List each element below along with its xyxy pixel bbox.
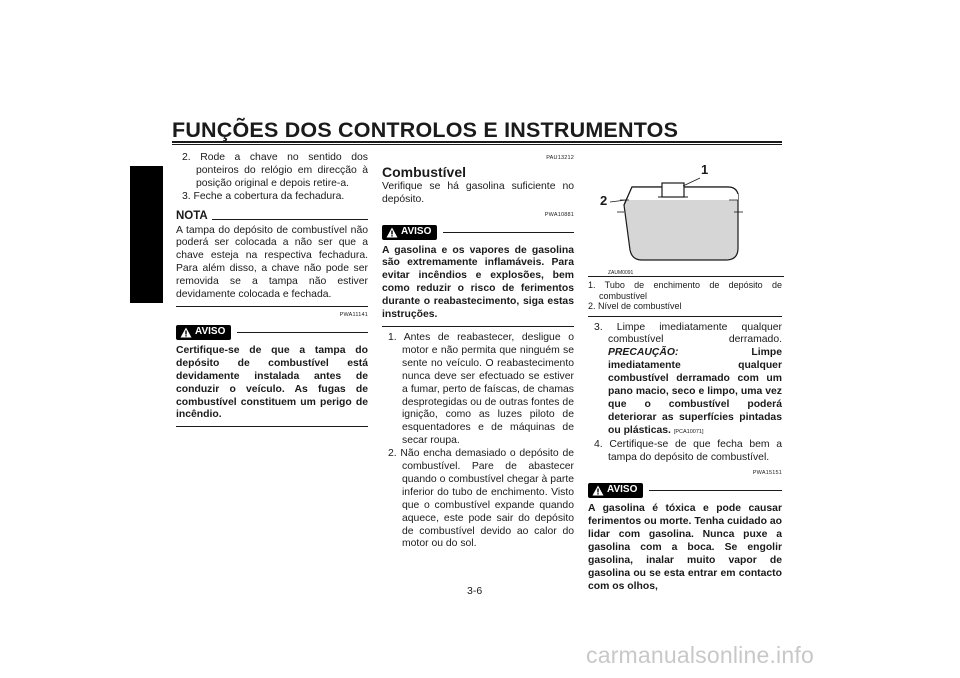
intro-text: Verifique se há gasolina suficiente no depósito. xyxy=(382,180,574,205)
warning-triangle-icon xyxy=(180,327,192,338)
fuel-tank-figure xyxy=(588,160,784,278)
warning-text: A gasolina é tóxica e pode causar ferimentos ou morte. Tenha cuidado ao lidar com gasolina. Nunca puxe a gasolina com a boca. Se engolir gasolina, inalar muito vapor de gasolina ou se esta entrar em contacto com os olhos, xyxy=(588,503,782,592)
chapter-number: 3 xyxy=(133,243,141,258)
list-item: 1. Antes de reabastecer, desligue o motor e não permita que ninguém se sente no veículo. O reabastecimento nunca deve ser efectuado se estiver a fumar, perto de faíscas, de chamas desprotegidas ou de outras fontes de ignição, como as luzes piloto de esquentadores e de máquinas de secar roupa. xyxy=(388,331,574,447)
warning-code: PWA11141 xyxy=(339,311,368,318)
warning-triangle-icon xyxy=(592,485,604,496)
aviso-badge xyxy=(588,483,643,498)
page-number: 3-6 xyxy=(467,585,483,597)
nota-text: A tampa do depósito de combustível não poderá ser colocada a não ser que a chave esteja na respectiva fechadura. Para além disso, a chave não pode ser removida se a tampa não estiver devidamente colocada e fechada. xyxy=(176,224,368,301)
nota-label: NOTA xyxy=(176,209,208,222)
nota-header xyxy=(176,210,368,223)
aviso-badge xyxy=(176,325,231,340)
warning-end-rule xyxy=(382,326,574,327)
aviso-label: AVISO xyxy=(607,484,638,496)
callout-2: 2 xyxy=(600,193,608,208)
aviso-label: AVISO xyxy=(401,225,432,237)
chapter-tab xyxy=(130,166,163,303)
left-column xyxy=(176,152,368,427)
aviso-header xyxy=(176,325,368,340)
precaucao-code: [PCA10071] xyxy=(673,428,704,435)
watermark: carmanualsonline.info xyxy=(586,642,814,668)
section-title: Combustível xyxy=(382,163,467,180)
warning-code: PWA10881 xyxy=(544,211,574,218)
page-title: FUNÇÕES DOS CONTROLOS E INSTRUMENTOS xyxy=(172,118,679,142)
fuel-tank-illustration xyxy=(588,160,784,278)
precaucao-text: Limpe imediatamente qualquer combustível derramado com um pano macio, seco e limpo, uma vez que o combustível poderá deteriorar as superfícies pintadas ou plásticas. xyxy=(608,347,782,436)
callout-1: 1 xyxy=(701,162,709,177)
list-item-4: 4. Certifique-se de que fecha bem a tampa do depósito de combustível. xyxy=(594,438,782,463)
title-rule xyxy=(172,141,782,143)
nota-rule xyxy=(212,219,368,220)
aviso-rule xyxy=(443,232,574,233)
figure-code: ZAUM0091 xyxy=(608,270,634,276)
warning-code: PWA15151 xyxy=(752,470,782,477)
aviso-label: AVISO xyxy=(195,325,226,337)
warning-end-rule xyxy=(176,426,368,427)
caption-end-rule xyxy=(588,316,782,317)
list-item-3 xyxy=(588,322,782,439)
figure-captions xyxy=(588,280,782,312)
list-item: 3. Feche a cobertura da fechadura. xyxy=(182,190,345,202)
aviso-badge xyxy=(382,225,437,240)
caption-item: 1. Tubo de enchimento de depósito de combustível xyxy=(588,280,782,301)
aviso-rule xyxy=(649,490,782,491)
warning-triangle-icon xyxy=(386,227,398,238)
right-column xyxy=(588,280,782,594)
item3-text: 3. Limpe imediatamente qualquer combustível derramado. xyxy=(594,321,782,346)
list-item: 2. Não encha demasiado o depósito de combustível. Pare de abastecer quando o combustível chegar à parte inferior do tubo de enchimento. Visto que o combustível expande quando aquece, este pode sair do depósito de combustível devido ao calor do motor ou do sol. xyxy=(388,448,574,550)
list-item: 2. Rode a chave no sentido dos ponteiros do relógio em direcção à posição original e depois retire-a. xyxy=(182,152,368,189)
warning-text: A gasolina e os vapores de gasolina são extremamente inflamáveis. Para evitar incêndios e explosões, bem como reduzir o risco de ferimentos durante o reabastecimento, siga estas instruções. xyxy=(382,244,574,321)
aviso-header xyxy=(382,225,574,240)
nota-end-rule xyxy=(176,306,368,307)
title-rule-thin xyxy=(172,144,782,145)
caption-item: 2. Nível de combustível xyxy=(588,301,682,311)
middle-column xyxy=(382,152,574,551)
aviso-rule xyxy=(237,332,368,333)
warning-text: Certifique-se de que a tampa do depósito de combustível está devidamente instalada antes de conduzir o veículo. As fugas de combustível constituem um perigo de incêndio. xyxy=(176,344,368,421)
aviso-header xyxy=(588,483,782,498)
figure-rule xyxy=(588,276,784,277)
precaucao-label: PRECAUÇÃO: xyxy=(608,347,679,359)
section-code: PAU13212 xyxy=(546,155,574,161)
